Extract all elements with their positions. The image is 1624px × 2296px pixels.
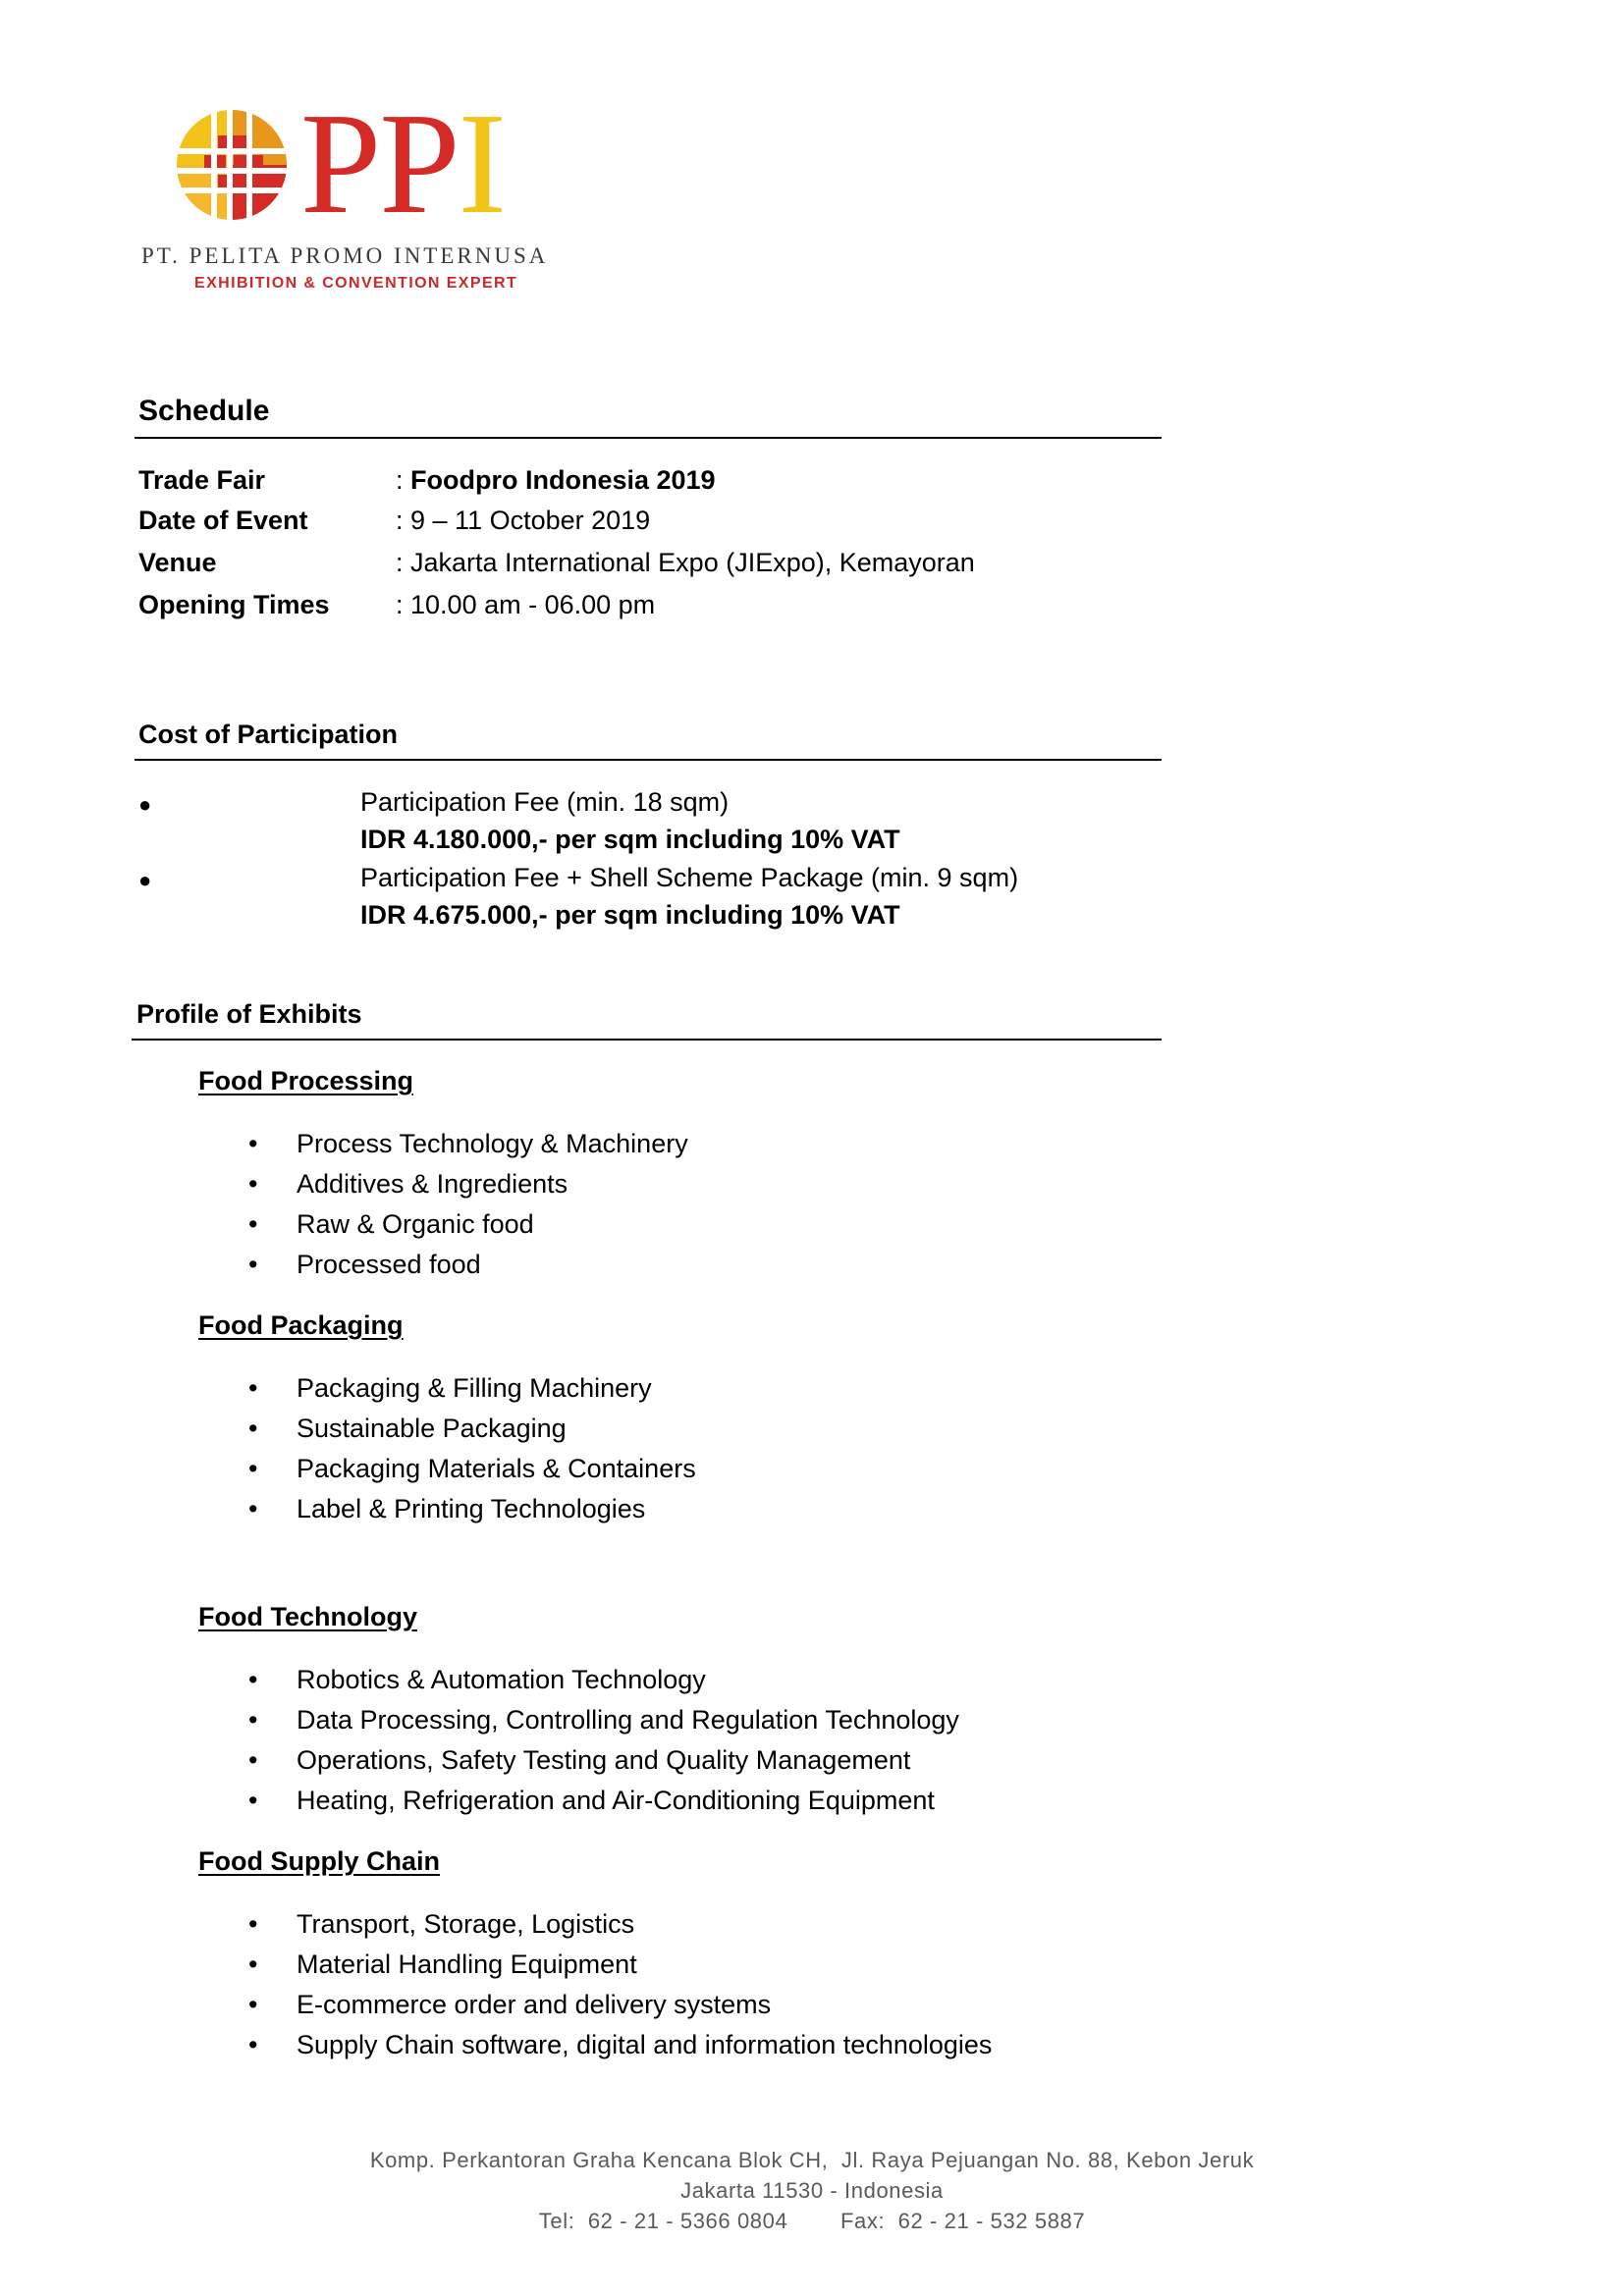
company-name: PT. PELITA PROMO INTERNUSA	[141, 243, 549, 268]
tel-label: Tel:	[538, 2209, 575, 2233]
cost-title: Cost of Participation	[138, 720, 399, 749]
cost-item-description: Participation Fee (min. 18 sqm)	[360, 787, 730, 817]
schedule-label-venue: Venue	[138, 548, 217, 577]
cost-item-description: Participation Fee + Shell Scheme Package (min. 9 sqm)	[360, 863, 1019, 892]
cost-item-price: IDR 4.675.000,- per sqm including 10% VAT	[360, 900, 900, 930]
schedule-value-trade-fair: : Foodpro Indonesia 2019	[396, 465, 716, 495]
fax-number: 62 - 21 - 532 5887	[897, 2209, 1086, 2233]
footer-address-line2: Jakarta 11530 - Indonesia	[680, 2178, 944, 2203]
tel-number: 62 - 21 - 5366 0804	[587, 2209, 788, 2233]
category-title-food-processing: Food Processing	[198, 1066, 414, 1095]
schedule-value-opening-times: : 10.00 am - 06.00 pm	[396, 590, 656, 619]
schedule-title: Schedule	[138, 395, 270, 427]
company-tagline: EXHIBITION & CONVENTION EXPERT	[194, 275, 518, 292]
category-title-food-supply-chain: Food Supply Chain	[198, 1846, 440, 1876]
fax-label: Fax:	[840, 2209, 886, 2233]
schedule-label-opening-times: Opening Times	[138, 590, 330, 619]
schedule-label-trade-fair: Trade Fair	[138, 465, 266, 495]
logo-mark-icon	[175, 108, 289, 222]
cost-divider	[135, 759, 1162, 761]
category-title-food-packaging: Food Packaging	[198, 1310, 404, 1340]
footer-address-line1: Komp. Perkantoran Graha Kencana Blok CH, Jl. Raya Pejuangan No. 88, Kebon Jeruk	[369, 2148, 1255, 2172]
category-title-food-technology: Food Technology	[198, 1602, 417, 1631]
profile-title: Profile of Exhibits	[136, 999, 362, 1029]
schedule-value-date: : 9 – 11 October 2019	[396, 506, 651, 535]
cost-bullet: ●	[138, 792, 152, 817]
schedule-value-venue: : Jakarta International Expo (JIExpo), Kemayoran	[396, 548, 975, 577]
schedule-label-date: Date of Event	[138, 506, 308, 535]
profile-divider	[132, 1039, 1162, 1041]
footer-contact	[0, 2209, 1624, 2234]
company-logo-wordmark: PPI	[300, 83, 505, 244]
cost-item-price: IDR 4.180.000,- per sqm including 10% VAT	[360, 825, 900, 854]
schedule-divider	[135, 437, 1162, 439]
cost-bullet: ●	[138, 868, 152, 892]
